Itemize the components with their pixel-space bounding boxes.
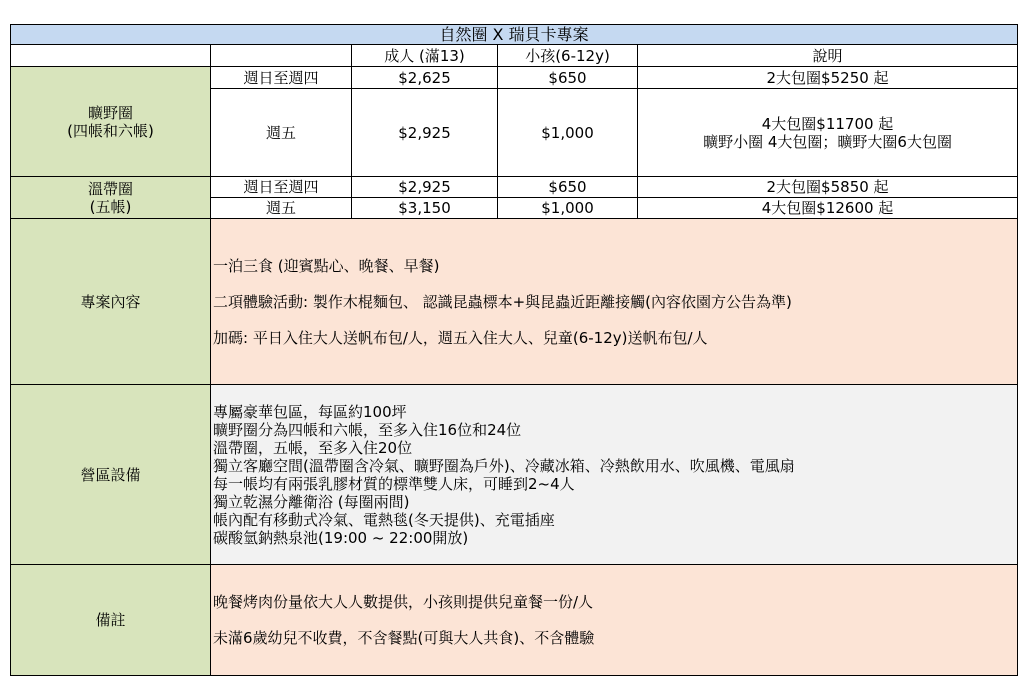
project-content [211,219,1018,385]
pricing-table [10,24,1018,676]
table-row [11,177,1018,198]
note-line: 晚餐烤肉份量依大人人數提供，小孩則提供兒童餐一份/人 [213,593,594,611]
desc-cell: 2大包圈$5850 起 [638,177,1018,198]
header-row [11,45,1018,67]
table-row [11,565,1018,676]
desc-line: 曠野小圈 4大包圈；曠野大圈6大包圈 [703,132,952,151]
adult-price: $2,925 [352,89,498,177]
desc-cell [638,89,1018,177]
facilities-label: 營區設備 [11,385,211,565]
facilities-content [211,385,1018,565]
child-price: $1,000 [498,89,638,177]
temperate-tent-info: (五帳) [89,197,132,216]
child-price: $650 [498,177,638,198]
note-line: 未滿6歲幼兒不收費，不含餐點(可與大人共食)、不含體驗 [213,629,595,647]
header-adult: 成人 (滿13) [352,45,498,67]
table-row [11,385,1018,565]
project-line: 二項體驗活動: 製作木棍麵包、 認識昆蟲標本+與昆蟲近距離接觸(內容依園方公告為準) [213,292,792,311]
notes-content [211,565,1018,676]
temperate-label [11,177,211,219]
table-row [11,67,1018,89]
header-blank-2 [211,45,352,67]
wilderness-label [11,67,211,177]
facility-line: 帳內配有移動式冷氣、電熱毯(冬天提供)、充電插座 [213,510,555,529]
table-title: 自然圈 X 瑞貝卡專案 [11,25,1018,45]
facility-line: 每一帳均有兩張乳膠材質的標準雙人床，可睡到2~4人 [213,474,575,493]
day-cell: 週五 [211,198,352,219]
facility-line: 獨立客廳空間(溫帶圈含冷氣、曠野圈為戶外)、冷藏冰箱、冷熱飲用水、吹風機、電風扇 [213,456,795,475]
facility-line: 專屬豪華包區，每區約100坪 [213,402,407,421]
project-line: 一泊三食 (迎賓點心、晚餐、早餐) [213,256,440,275]
header-child: 小孩(6-12y) [498,45,638,67]
adult-price: $2,625 [352,67,498,89]
adult-price: $2,925 [352,177,498,198]
wilderness-tent-info: (四帳和六帳) [67,121,154,140]
day-cell: 週日至週四 [211,177,352,198]
project-line: 加碼: 平日入住大人送帆布包/人，週五入住大人、兒童(6-12y)送帆布包/人 [213,328,708,347]
desc-cell: 4大包圈$12600 起 [638,198,1018,219]
facility-line: 碳酸氫鈉熱泉池(19:00 ~ 22:00開放) [213,528,469,547]
title-row [11,25,1018,45]
child-price: $650 [498,67,638,89]
project-label: 專案內容 [11,219,211,385]
desc-cell: 2大包圈$5250 起 [638,67,1018,89]
day-cell: 週五 [211,89,352,177]
facility-line: 溫帶圈，五帳，至多入住20位 [213,438,413,457]
child-price: $1,000 [498,198,638,219]
facility-line: 獨立乾濕分離衛浴 (每圈兩間) [213,492,410,511]
notes-label: 備註 [11,565,211,676]
temperate-name: 溫帶圈 [87,179,133,198]
wilderness-name: 曠野圈 [87,103,133,122]
adult-price: $3,150 [352,198,498,219]
header-desc: 說明 [638,45,1018,67]
header-blank-1 [11,45,211,67]
table-row [11,219,1018,385]
day-cell: 週日至週四 [211,67,352,89]
desc-line: 4大包圈$11700 起 [761,114,894,133]
facility-line: 曠野圈分為四帳和六帳，至多入住16位和24位 [213,420,522,439]
